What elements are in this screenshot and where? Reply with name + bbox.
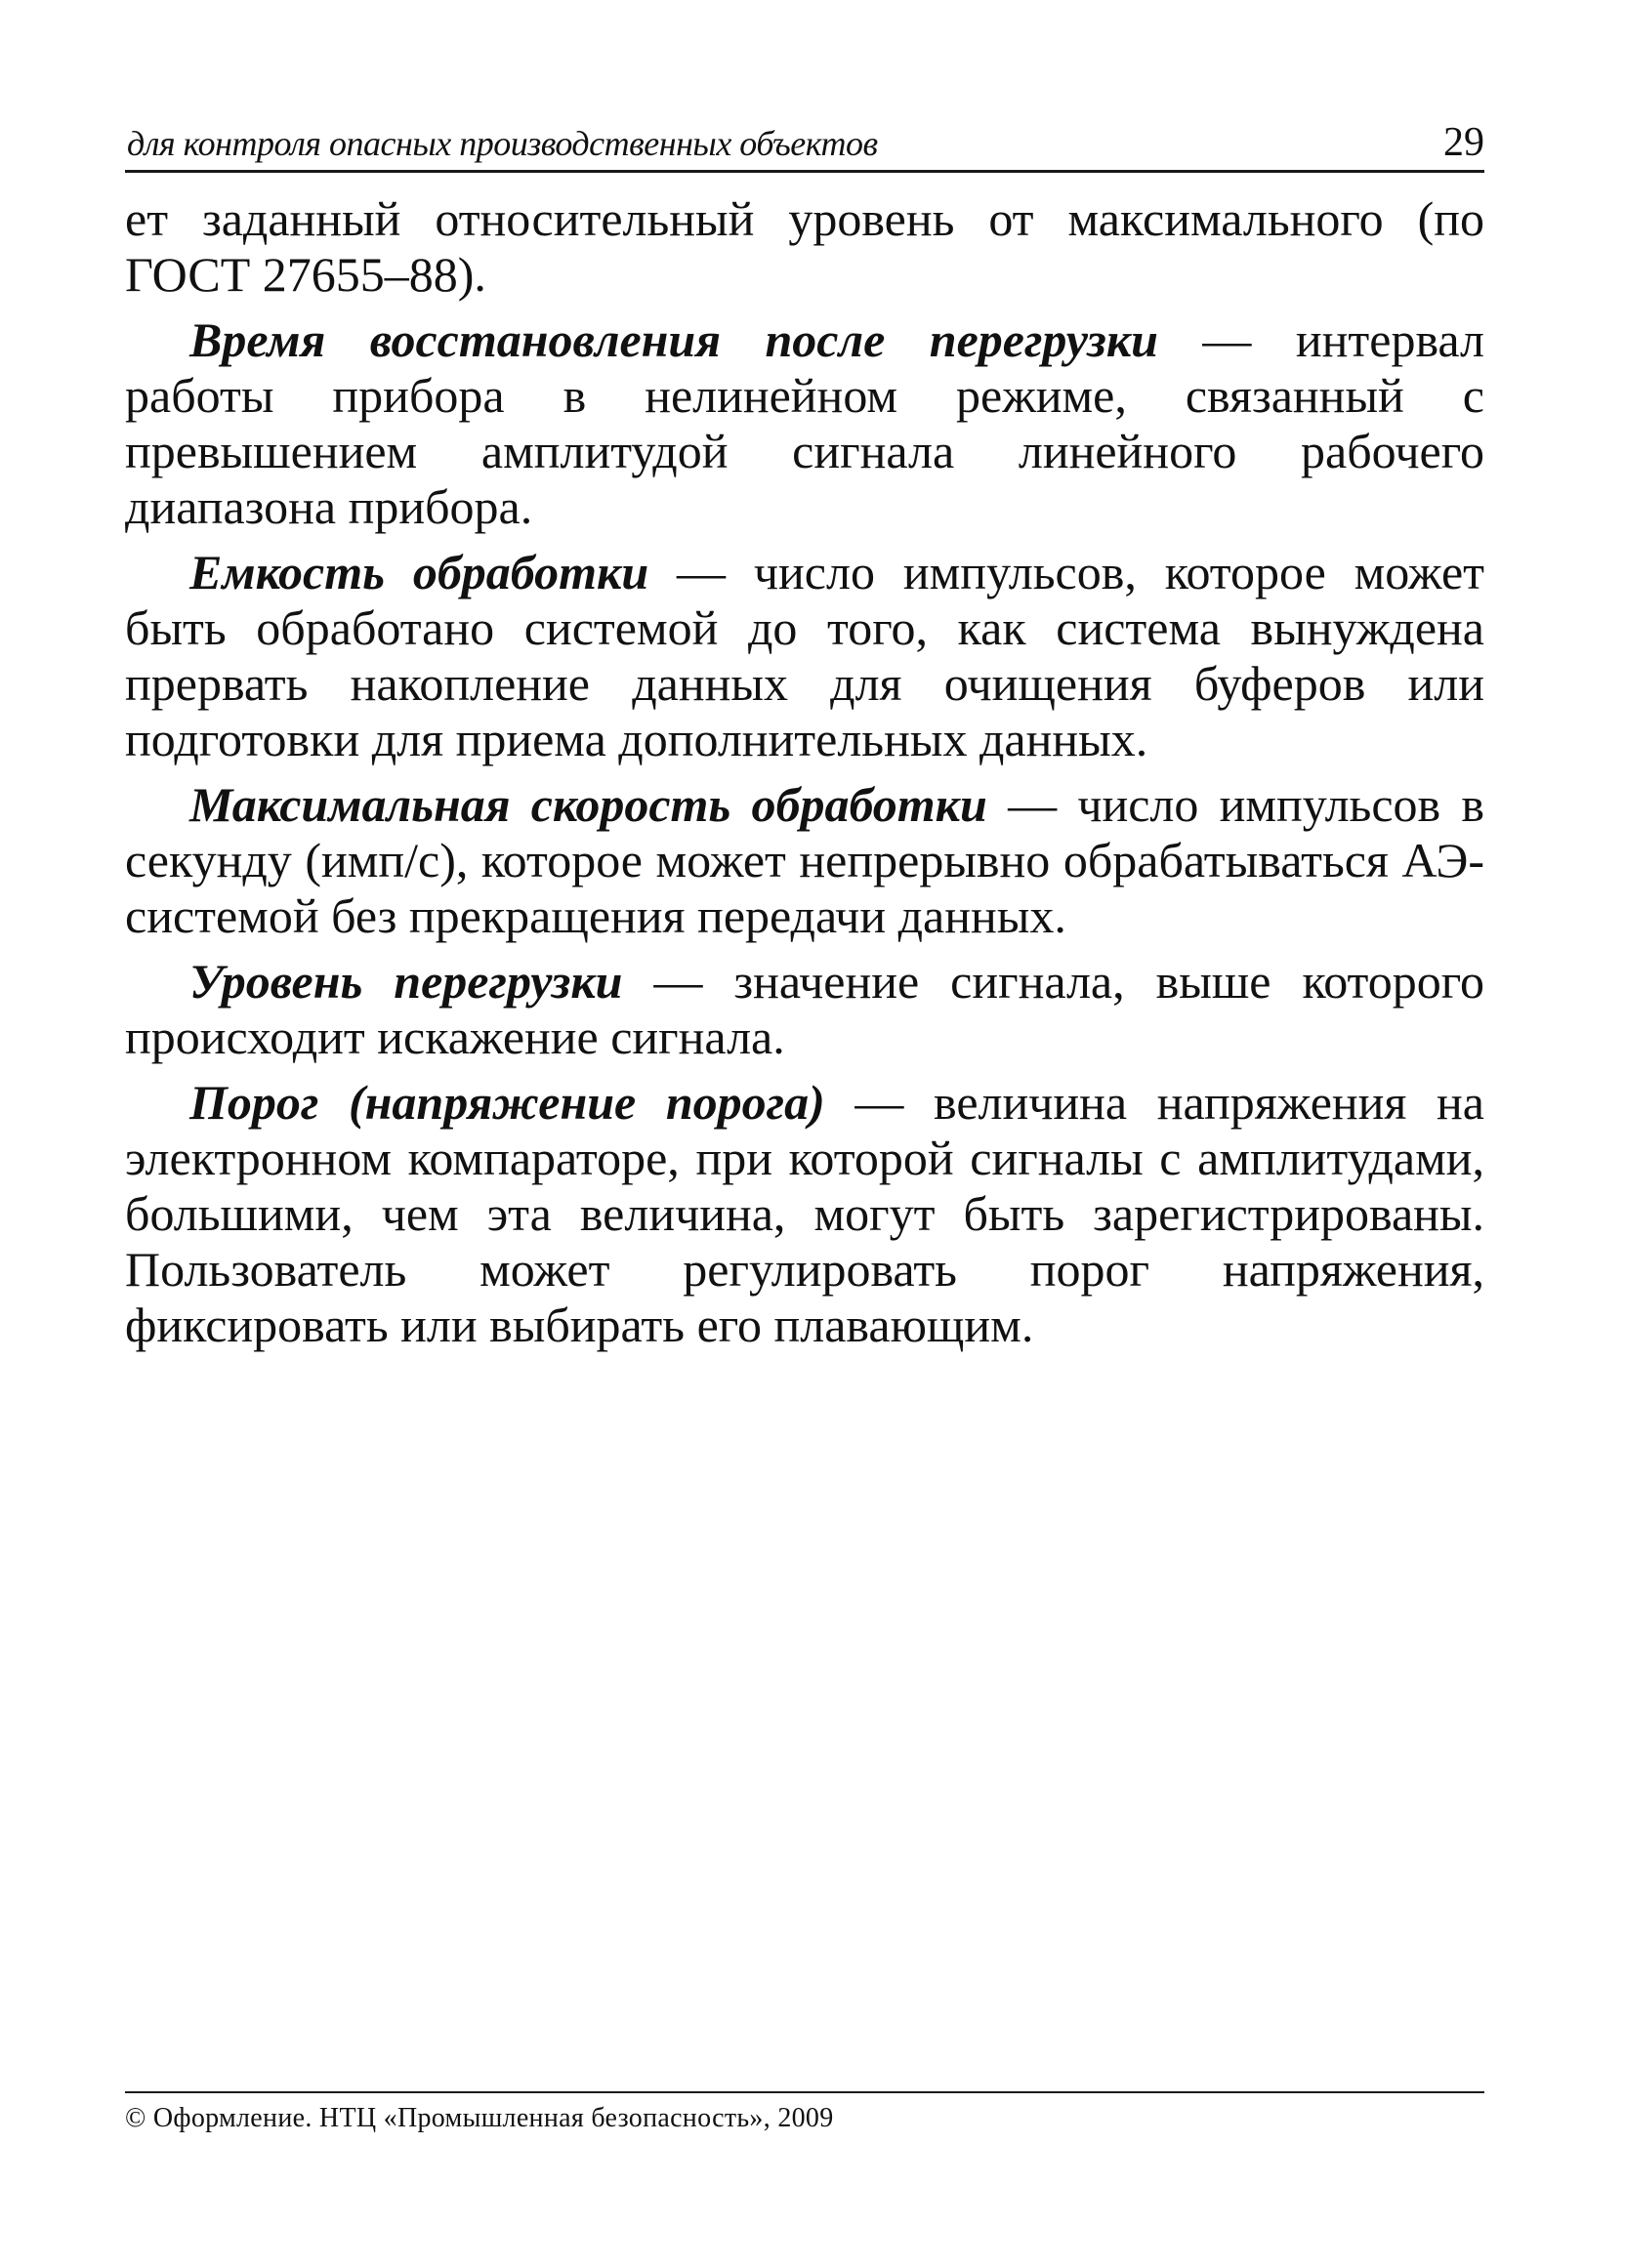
definition-text: — число импульсов, которое может быть обработано системой до того, как система вынуждена прервать накопление данных для очищения буферов или подготовки для приема дополнительных данных. — [125, 545, 1484, 766]
definition-term: Уровень перегрузки — [189, 954, 623, 1009]
definition-term: Время восстановления после перегрузки — [189, 312, 1158, 367]
definition-text: — число импульсов в секунду (имп/с), которое может непрерывно обрабатываться АЭ-системой без прекращения передачи данных. — [125, 777, 1484, 943]
paragraph-continuation — [125, 191, 1484, 303]
definition-text: — величина напряжения на электронном компараторе, при которой сигналы с амплитудами, большими, чем эта величина, могут быть зарегистрированы. Пользователь может регулировать порог напряжения, фиксировать или выбирать его плавающим. — [125, 1075, 1484, 1352]
body-text — [125, 191, 1484, 1363]
definition-text: — значение сигнала, выше которого происходит искажение сигнала. — [125, 954, 1484, 1064]
page-number: 29 — [1443, 120, 1484, 165]
definition-max-processing-rate — [125, 777, 1484, 944]
definition-recovery-time — [125, 312, 1484, 535]
definition-term: Максимальная скорость обработки — [189, 777, 987, 832]
definition-threshold — [125, 1075, 1484, 1353]
definition-overload-level — [125, 954, 1484, 1065]
paragraph-text: ет заданный относительный уровень от максимального (по ГОСТ 27655–88). — [125, 191, 1484, 302]
definition-text: — интервал работы прибора в нелинейном режиме, связанный с превышением амплитудой сигнала линейного рабочего диапазона прибора. — [125, 312, 1484, 534]
footer-copyright: © Оформление. НТЦ «Промышленная безопасность», 2009 — [125, 2103, 834, 2133]
footer-divider — [125, 2091, 1484, 2093]
definition-processing-capacity — [125, 545, 1484, 767]
definition-term: Порог (напряжение порога) — [189, 1075, 825, 1130]
running-header — [125, 119, 1484, 173]
definition-term: Емкость обработки — [189, 545, 649, 599]
running-header-title: для контроля опасных производственных объектов — [127, 124, 878, 163]
